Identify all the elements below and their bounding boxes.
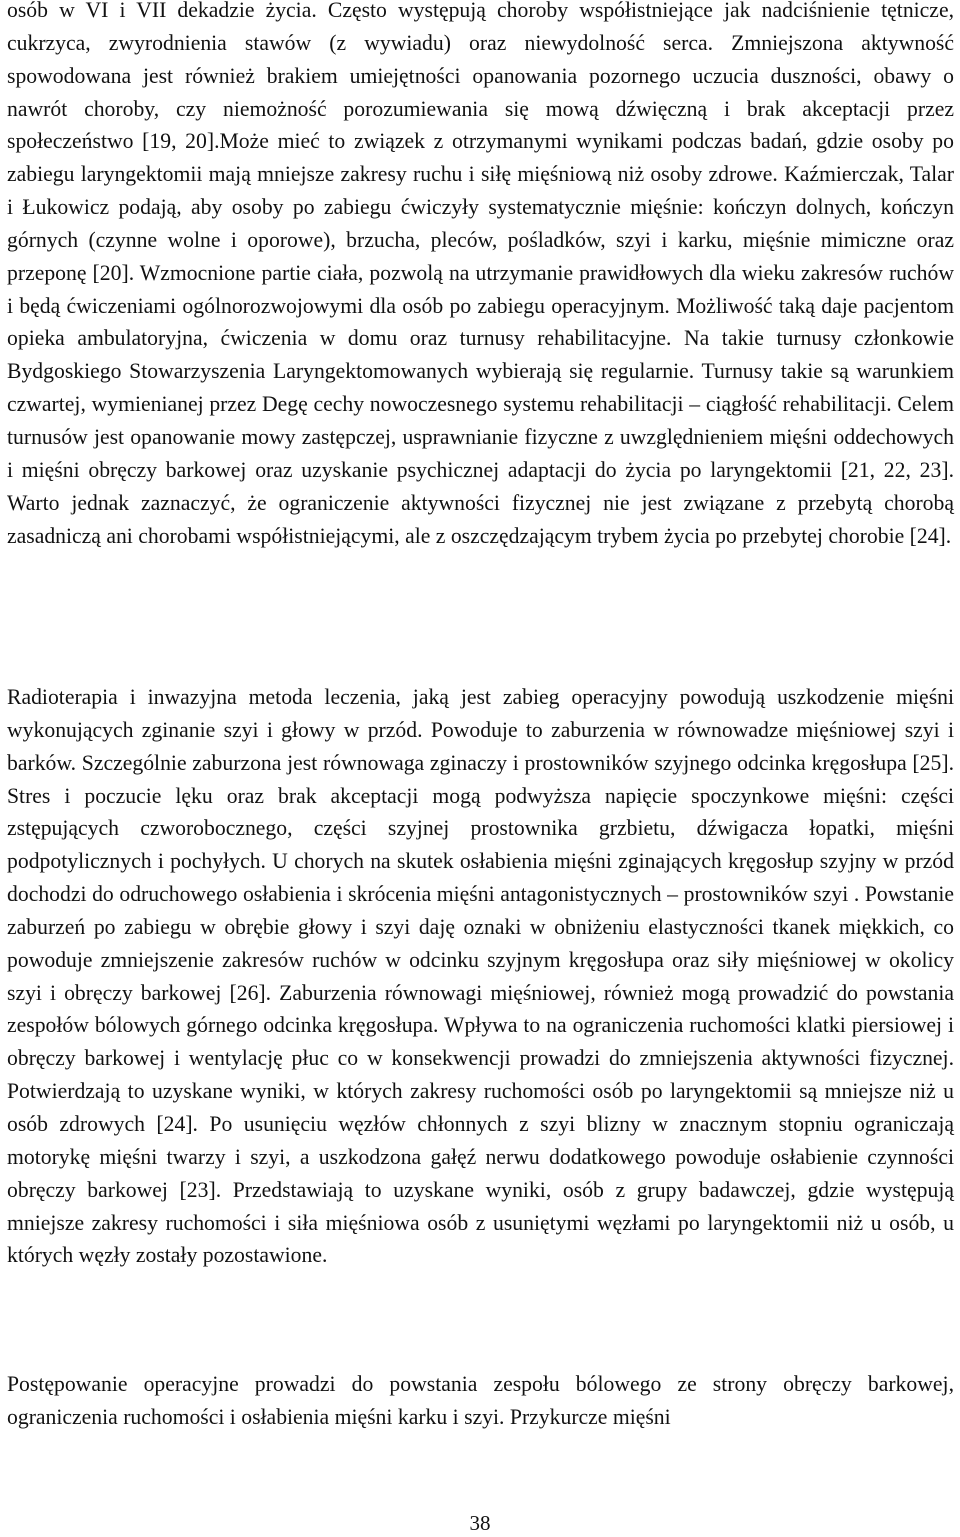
page-number: 38 (469, 1511, 491, 1535)
paragraph-physical-activity: osób w VI i VII dekadzie życia. Często występują choroby współistniejące jak nadciśnienie tętnicze, cukrzyca, zwyrodnienia stawów (z wywiadu) oraz niewydolność serca. Zmniejszona aktywność spowodowana jest również brakiem umiejętności opanowania pozornego uczucia duszności, obawy o nawrót choroby, czy niemożność porozumiewania się mową dźwięczną i brak akceptacji przez społeczeństwo [19, 20].Może mieć to związek z otrzymanymi wynikami podczas badań, gdzie osoby po zabiegu laryngektomii mają mniejsze zakresy ruchu i siłę mięśniową niż osoby zdrowe. Kaźmierczak, Talar i Łukowicz podają, aby osoby po zabiegu ćwiczyły systematycznie mięśnie: kończyn dolnych, kończyn górnych (czynne wolne i oporowe), brzucha, pleców, pośladków, szyi i karku, mięśnie mimiczne oraz przeponę [20]. Wzmocnione partie ciała, pozwolą na utrzymanie prawidłowych dla wieku zakresów ruchów i będą ćwiczeniami ogólnorozwojowymi dla osób po zabiegu operacyjnym. Możliwość taką daje pacjentom opieka ambulatoryjna, ćwiczenia w domu oraz turnusy rehabilitacyjne. Na takie turnusy członkowie Bydgoskiego Stowarzyszenia Laryngektomowanych wybierają się regularnie. Turnusy takie są warunkiem czwartej, wymienianej przez Degę cechy nowoczesnego systemu rehabilitacji – ciągłość rehabilitacji. Celem turnusów jest opanowanie mowy zastępczej, usprawnianie fizyczne z uwzględnieniem mięśni oddechowych i mięśni obręczy barkowej oraz uzyskanie psychicznej adaptacji do życia po laryngektomii [21, 22, 23]. Warto jednak zaznaczyć, że ograniczenie aktywności fizycznej nie jest związane z przebytą chorobą zasadniczą ani chorobami współistniejącymi, ale z oszczędzającym trybem życia po przebytej chorobie [24]. (7, 0, 954, 548)
paragraph-muscle-balance: Radioterapia i inwazyjna metoda leczenia, jaką jest zabieg operacyjny powodują uszkodzenie mięśni wykonujących zginanie szyi i głowy w przód. Powoduje to zaburzenia w równowadze mięśniowej szyi i barków. Szczególnie zaburzona jest równowaga zginaczy i prostowników szyjnego odcinka kręgosłupa [25]. Stres i poczucie lęku oraz brak akceptacji mogą podwyższa napięcie spoczynkowe mięśni: części zstępujących czworobocznego, części szyjnej prostownika grzbietu, dźwigacza łopatki, mięśni podpotylicznych i pochyłych. U chorych na skutek osłabienia mięśni zginających kręgosłup szyjny w przód dochodzi do odruchowego osłabienia i skrócenia mięśni antagonistycznych – prostowników szyi . Powstanie zaburzeń po zabiegu w obrębie głowy i szyi daję oznaki w obniżeniu elastyczności tkanek miękkich, co powoduje zmniejszenie zakresów ruchów w odcinku szyjnym kręgosłupa oraz siły mięśniowej w okolicy szyi i obręczy barkowej [26]. Zaburzenia równowagi mięśniowej, również mogą prowadzić do powstania zespołów bólowych górnego odcinka kręgosłupa. Wpływa to na ograniczenia ruchomości klatki piersiowej i obręczy barkowej i wentylację płuc co w konsekwencji prowadzi do zmniejszenia aktywności fizycznej. Potwierdzają to uzyskane wyniki, w których zakresy ruchomości osób po laryngektomii są mniejsze niż u osób zdrowych [24]. Po usunięciu węzłów chłonnych z szyi blizny w znacznym stopniu ograniczają motorykę mięśni twarzy i szyi, a uszkodzona gałęź nerwu dodatkowego powoduje osłabienie czynności obręczy barkowej [23]. Przedstawiają to uzyskane wyniki, osób z grupy badawczej, gdzie występują mniejsze zakresy ruchomości i siła mięśniowa osób z usuniętymi węzłami po laryngektomii niż u osób, u których węzły zostały pozostawione. (7, 685, 954, 1268)
paragraph-shoulder-girdle: Postępowanie operacyjne prowadzi do powstania zespołu bólowego ze strony obręczy barkowej, ograniczenia ruchomości i osłabienia mięśni karku i szyi. Przykurcze mięśni (7, 1372, 954, 1429)
